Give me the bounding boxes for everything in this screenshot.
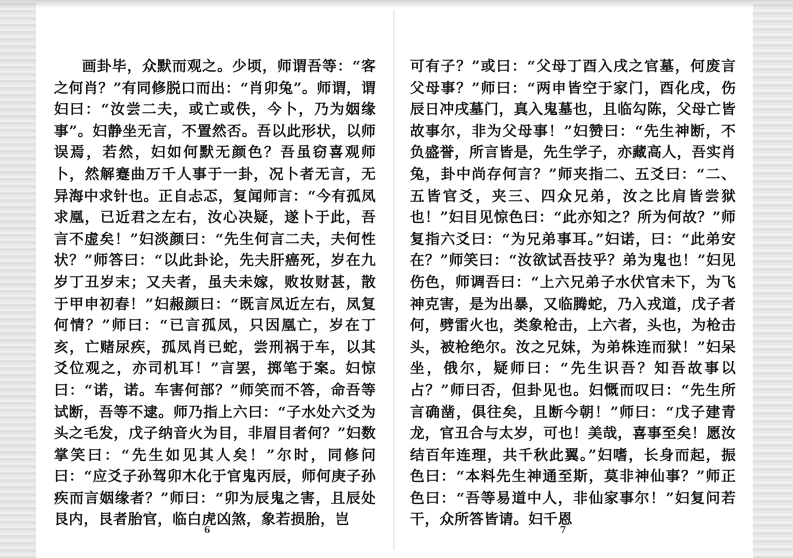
scan-edge-right: [753, 0, 793, 558]
book-gutter: [393, 10, 395, 550]
left-page-text: 画卦毕，众默而观之。少顷，师谓吾等：“客之何肖？”有同修脱口而出：“肖卯兔”。师谓，谓妇曰：“汝尝二夫，或亡或佚，今卜，乃为姻缘事”。妇静坐无言，不置然否。吾以此形状，以师误焉，若然，妇如何默无颜色？吾虽窃喜观师卜，然解蹇曲万千人事于一卦，况卜者无言，无异海中求针也。正自忐忑，复闻师言：“今有孤凤求凰，已近君之左右，汝心决疑，遂卜于此，吾言不虚矣！”妇淡颜曰：“先生何言二夫，夫何性状？”师答曰：“以此卦论，先夫肝癌死，岁在九岁丁丑岁末；又夫者，虽夫未嫁，败妆财甚，散于甲申初春！”妇赧颜曰：“既言凤近左右，凤复何情？”师曰：“已言孤凤，只因凰亡，岁在丁亥，亡赌尿疾，孤凤肖已蛇，尝刑祸于车，以其爻位观之，亦司机耳！”言罢，掷笔于案。妇惊曰：“诺，诺。车害何部？”师笑而不答，命吾等试断，吾等不逮。师乃指上六曰：“子水处六爻为头之毛发，戊子纳音火为目，非眉目者何？”妇数掌笑曰：“先生如见其人矣！”尔时，同修问曰：“应爻子孙驾卯木化于官鬼丙辰，师何庚子孙疾而言姻缘者？”师曰：“卯为辰鬼之害，且辰处艮内，艮者胎官，临白虎凶煞，象若损胎，岂: [54, 58, 376, 529]
left-page: [54, 16, 376, 548]
scan-edge-left: [0, 0, 36, 558]
scan-shadow-top: [0, 0, 793, 8]
right-page: [410, 16, 736, 548]
right-page-number: 7: [560, 526, 567, 536]
right-page-text: 可有子？”或曰：“父母丁酉入戌之官墓，何废言父母事？”师曰：“两申皆空于家门，酉化戌，伤辰日冲戌墓门，真入鬼墓也，且临勾陈，父母亡皆故事尔，非为父母事！”妇赞曰：“先生神断，不负盛誉，所言皆是，先生学子，亦藏高人，吾实肖兔，卦中尚存何言？”师夹指二、五爻曰：“二、五皆官爻，夹三、四众兄弟，汝之比肩皆尝狱也！”妇目见惊色曰：“此亦知之？所为何故？”师复指六爻曰：“为兄弟事耳。”妇诺，曰：“此弟安在？”师笑曰：“汝欲试吾技乎？弟为鬼也！”妇见伤色，师调吾曰：“上六兄弟子水伏官未下，为飞神克害，是为出暴，又临腾蛇，乃入戎道，戊子者何，劈雷火也，类象枪击，上六者，头也，为枪击头，被枪绝尔。汝之兄妹，为弟株连而狱！”妇呆坐，俄尔，疑师曰：“先生识吾？知吾故事以占？”师曰否，但卦见也。妇慨而叹曰：“先生所言确凿，俱往矣，且断今朝！”师曰：“戊子建青龙，官丑合与太岁，可也！美哉，喜事至矣！愿汝结百年连理，共千秋此翼。”妇嗜，长身而起，振色曰：“本料先生神通至斯，莫非神仙事？”师正色曰：“吾等易道中人，非仙家事尔！”妇复问若干，众所答皆请。妇千恩: [410, 58, 736, 529]
left-page-number: 6: [204, 526, 211, 536]
